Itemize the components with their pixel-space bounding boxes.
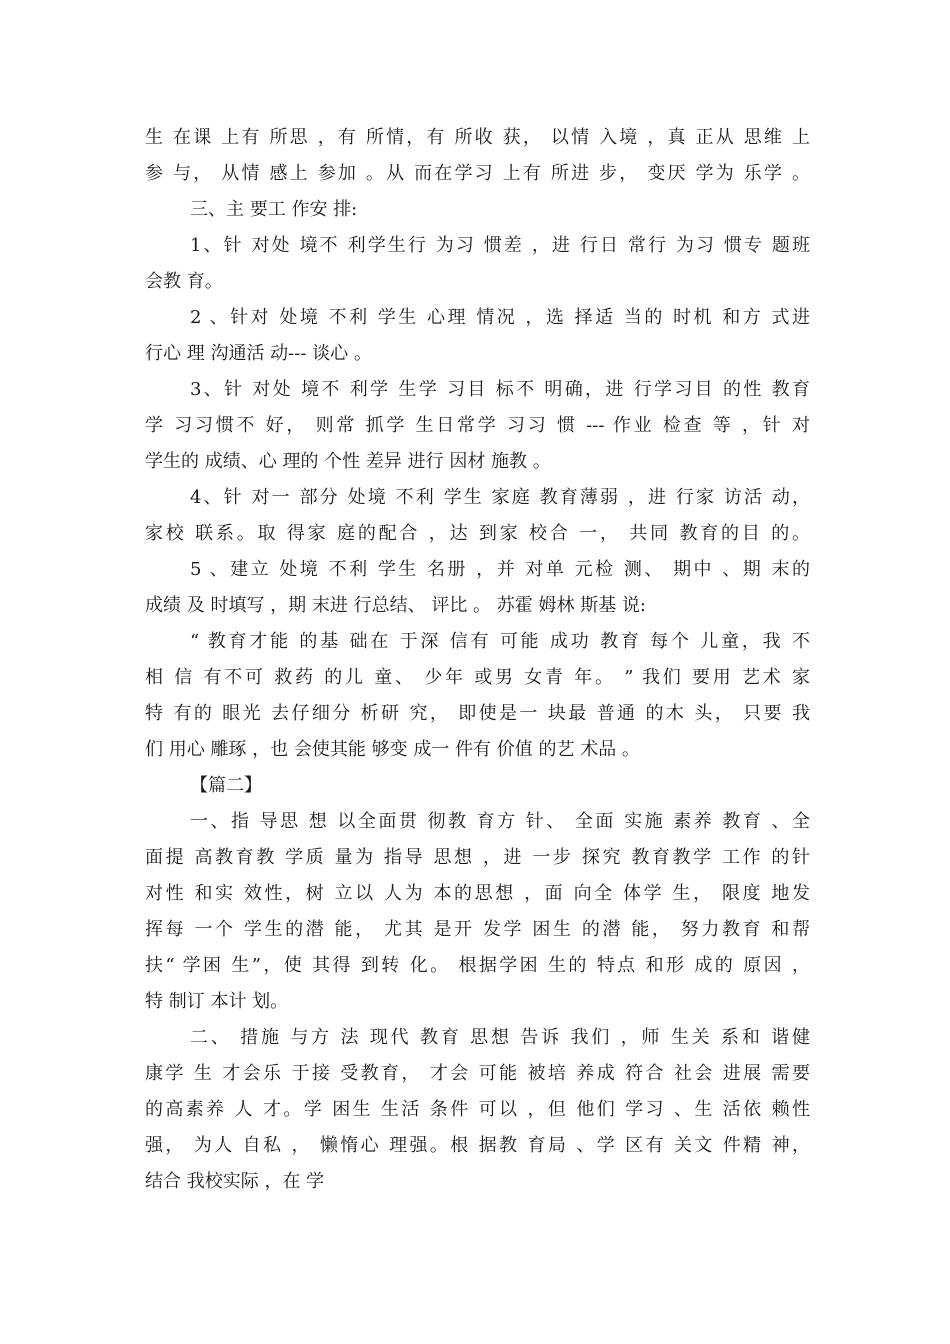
text-line: 1、针 对处 境不 利学生行 为习 惯差 ，进 行日 常行 为习 惯专 题班 (190, 235, 810, 256)
text-line: 特 制订 本计 划。 (145, 991, 289, 1012)
text-line: 会教 育。 (145, 271, 223, 292)
text-line: 参 与， 从情 感上 参加 。从 而在学习 上有 所进 步， 变厌 学为 乐学 。 (145, 163, 810, 184)
text-line: 一、指 导思 想 以全面贯 彻教 育方 针、 全面 实施 素养 教育 、全 (190, 811, 810, 832)
text-line: 二、 措施 与方 法 现代 教育 思想 告诉 我们 ，师 生关 系和 谐健 (190, 1027, 810, 1048)
text-line: 扶“ 学困 生”，使 其得 到转 化。 根据学困 生的 特点 和形 成的 原因 ， (145, 955, 810, 976)
document-body (145, 120, 810, 1200)
text-line: 家校 联系。取 得家 庭的配合 ，达 到家 校合 一， 共同 教育的目 的。 (145, 523, 810, 544)
text-line: 行心 理 沟通活 动--- 谈心 。 (145, 343, 372, 364)
text-line: 挥每 一个 学生的潜 能， 尤其 是开 发学 困生 的潜 能， 努力教育 和帮 (145, 919, 810, 940)
text-line: 康学 生 才会乐 于接 受教育， 才会 可能 被培 养成 符合 社会 进展 需要 (145, 1063, 810, 1084)
text-line: 相 信 有不可 救药 的儿 童、 少年 或男 女青 年。 ” 我们 要用 艺术 家 (145, 667, 810, 688)
text-line: 特 有的 眼光 去仔细分 析研 究， 即使是一 块最 普通 的木 头， 只要 我 (145, 703, 810, 724)
text-line: 们 用心 雕琢 ，也 会使其能 够变 成一 件有 价值 的艺 术品 。 (145, 739, 640, 760)
text-line: “ 教育才能 的基 础在 于深 信有 可能 成功 教育 每个 儿童，我 不 (190, 631, 810, 652)
text-line: 4、针 对一 部分 处境 不利 学生 家庭 教育薄弱 ，进 行家 访活 动， (190, 487, 810, 508)
text-line: 面提 高教育教 学质 量为 指导 思想 ，进 一步 探究 教育教学 工作 的针 (145, 847, 810, 868)
text-line: 生 在课 上有 所思 ，有 所情，有 所收 获， 以情 入境 ，真 正从 思维 上 (145, 127, 810, 148)
text-line: 三、主 要工 作安 排: (190, 199, 358, 220)
text-line: 的高素养 人 才。学 困生 生活 条件 可以 ，但 他们 学习 、生 活依 赖性 (145, 1099, 810, 1120)
text-line: 【篇二】 (190, 775, 262, 796)
text-line: 学生的 成绩、心 理的 个性 差异 进行 因材 施教 。 (145, 451, 551, 472)
text-line: 成绩 及 时填写 ，期 末进 行总结、 评比 。 苏霍 姆林 斯基 说: (145, 595, 647, 616)
text-line: 对性 和实 效性，树 立以 人为 本的思想 ，面 向全 体学 生， 限度 地发 (145, 883, 810, 904)
text-line: 3、针 对处 境不 利学 生学 习目 标不 明确，进 行学习目 的性 教育 (190, 379, 810, 400)
text-line: 强， 为人 自私 ， 懒惰心 理强。根 据教 育局 、学 区有 关文 件精 神， (145, 1135, 810, 1156)
text-line: 结合 我校实际 ，在 学 (145, 1171, 325, 1192)
text-line: 5 、建立 处境 不利 学生 名册 ，并 对单 元检 测、 期中 、期 末的 (190, 559, 810, 580)
text-line: 2 、针对 处境 不利 学生 心理 情况 ，选 择适 当的 时机 和方 式进 (190, 307, 810, 328)
text-line: 学 习习惯不 好， 则常 抓学 生日常学 习习 惯 --- 作业 检查 等 ，针 对 (145, 415, 810, 436)
